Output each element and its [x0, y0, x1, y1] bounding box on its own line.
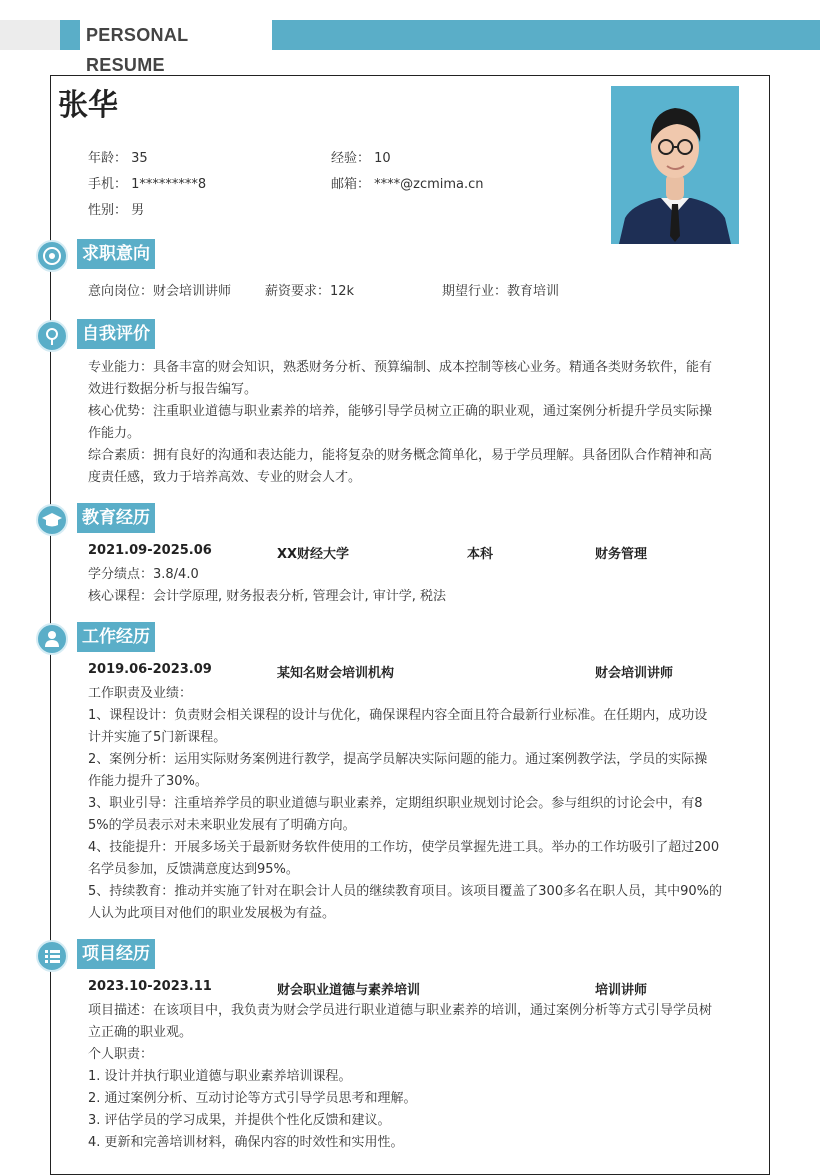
info-email: 邮箱： ****@zcmima.cn — [331, 177, 484, 192]
candidate-name: 张华 — [58, 88, 118, 123]
intent-position: 意向岗位：财会培训讲师 — [88, 284, 232, 299]
work-line: 4、技能提升：开展多场关于最新财务软件使用的工作坊，使学员掌握先进工具。举办的工作坊吸引了超过200 — [88, 840, 720, 855]
info-experience: 经验： 10 — [331, 151, 391, 166]
self-eval-line: 综合素质：拥有良好的沟通和表达能力，能将复杂的财务概念简单化，易于学员理解。具备团队合作精神和高 — [88, 448, 713, 463]
project-line: 3. 评估学员的学习成果，并提供个性化反馈和建议。 — [88, 1113, 391, 1128]
work-line: 人认为此项目对他们的职业发展极为有益。 — [88, 906, 336, 921]
info-gender: 性别： 男 — [88, 203, 145, 218]
header-accent-block — [60, 20, 80, 50]
work-line: 计并实施了5门新课程。 — [88, 730, 227, 745]
work-line: 5%的学员表示对未来职业发展有了明确方向。 — [88, 818, 356, 833]
self-eval-line: 专业能力：具备丰富的财会知识，熟悉财务分析、预算编制、成本控制等核心业务。精通各类财务软件，能有 — [88, 360, 713, 375]
project-line: 立正确的职业观。 — [88, 1025, 193, 1040]
work-company: 某知名财会培训机构 — [277, 666, 395, 681]
project-line: 个人职责： — [88, 1047, 154, 1062]
education-line: 学分绩点：3.8/4.0 — [88, 567, 199, 582]
info-phone: 手机： 1*********8 — [88, 177, 207, 192]
education-major: 财务管理 — [595, 547, 648, 562]
project-line: 1. 设计并执行职业道德与职业素养培训课程。 — [88, 1069, 352, 1084]
work-role: 财会培训讲师 — [595, 666, 674, 681]
section-title-work: 工作经历 — [77, 622, 155, 652]
education-period: 2021.09-2025.06 — [88, 543, 212, 558]
self-eval-line: 度责任感，致力于培养高效、专业的财会人才。 — [88, 470, 362, 485]
intent-salary: 薪资要求：12k — [265, 284, 355, 299]
section-title-project: 项目经历 — [77, 939, 155, 969]
target-icon — [36, 240, 68, 272]
section-title-self-eval: 自我评价 — [77, 319, 155, 349]
project-period: 2023.10-2023.11 — [88, 979, 212, 994]
header-blue-band — [272, 20, 820, 50]
person-icon — [36, 623, 68, 655]
work-line: 工作职责及业绩： — [88, 686, 193, 701]
flower-icon — [36, 320, 68, 352]
education-line: 核心课程：会计学原理, 财务报表分析, 管理会计, 审计学, 税法 — [88, 589, 447, 604]
self-eval-line: 效进行数据分析与报告编写。 — [88, 382, 258, 397]
work-line: 2、案例分析：运用实际财务案例进行教学，提高学员解决实际问题的能力。通过案例教学法，学员的实际操 — [88, 752, 708, 767]
info-age: 年龄： 35 — [88, 151, 148, 166]
project-line: 2. 通过案例分析、互动讨论等方式引导学员思考和理解。 — [88, 1091, 417, 1106]
list-icon — [36, 940, 68, 972]
project-role: 培训讲师 — [595, 983, 648, 998]
project-line: 项目描述：在该项目中，我负责为财会学员进行职业道德与职业素养的培训，通过案例分析等方式引导学员树 — [88, 1003, 713, 1018]
work-line: 作能力提升了30%。 — [88, 774, 208, 789]
intent-industry: 期望行业：教育培训 — [442, 284, 560, 299]
self-eval-line: 核心优势：注重职业道德与职业素养的培养，能够引导学员树立正确的职业观，通过案例分析提升学员实际操 — [88, 404, 713, 419]
self-eval-line: 作能力。 — [88, 426, 141, 441]
section-title-intent: 求职意向 — [77, 239, 155, 269]
project-line: 4. 更新和完善培训材料，确保内容的时效性和实用性。 — [88, 1135, 404, 1150]
graduation-cap-icon — [36, 504, 68, 536]
work-line: 1、课程设计：负责财会相关课程的设计与优化，确保课程内容全面且符合最新行业标准。在任期内，成功设 — [88, 708, 708, 723]
work-line: 3、职业引导：注重培养学员的职业道德与职业素养，定期组织职业规划讨论会。参与组织的讨论会中，有8 — [88, 796, 703, 811]
section-title-education: 教育经历 — [77, 503, 155, 533]
profile-photo — [611, 86, 739, 244]
header-gray-block — [0, 20, 60, 50]
project-name: 财会职业道德与素养培训 — [277, 983, 421, 998]
work-line: 名学员参加，反馈满意度达到95%。 — [88, 862, 299, 877]
header-title: PERSONAL RESUME — [80, 20, 272, 50]
work-period: 2019.06-2023.09 — [88, 662, 212, 677]
education-school: XX财经大学 — [277, 547, 350, 562]
education-degree: 本科 — [467, 547, 494, 562]
header-bar — [0, 20, 820, 75]
work-line: 5、持续教育：推动并实施了针对在职会计人员的继续教育项目。该项目覆盖了300多名在职人员，其中90%的 — [88, 884, 722, 899]
